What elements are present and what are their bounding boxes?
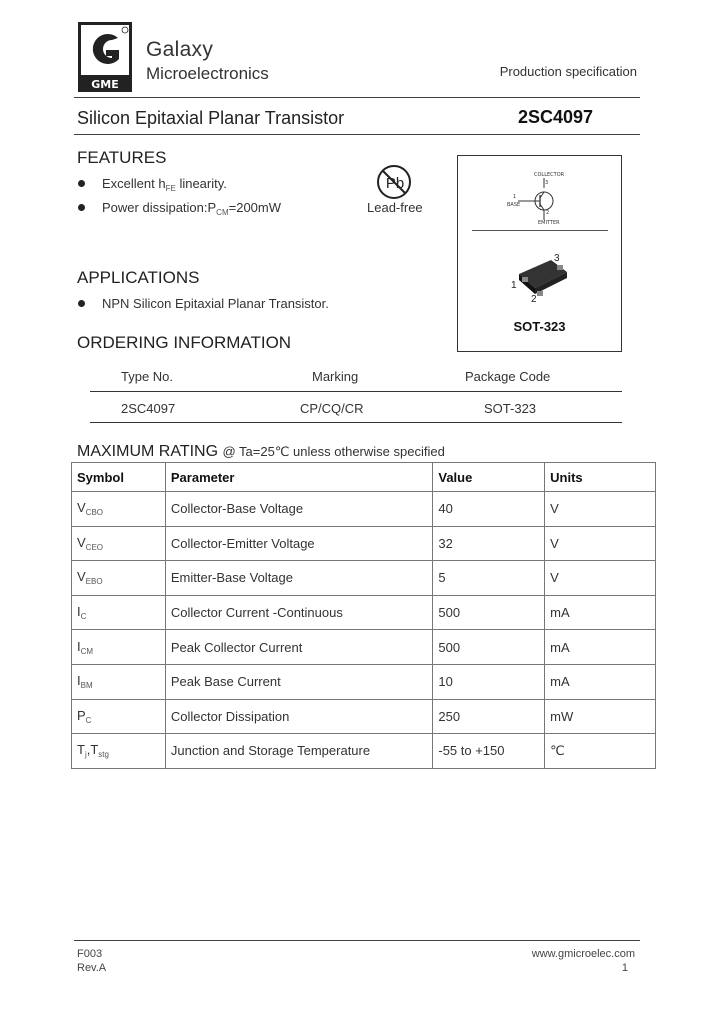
value-cell: 40: [433, 492, 545, 527]
table-row: [72, 699, 656, 734]
feature-item: Excellent $h_{FE}$ linearity.: [77, 176, 377, 194]
lead-free-icon: [376, 164, 412, 200]
title-divider: [74, 134, 640, 135]
svg-text:2: 2: [546, 210, 550, 216]
unit-cell: mA: [545, 595, 656, 630]
applications-heading: APPLICATIONS: [77, 268, 200, 287]
parameter-cell: Peak Base Current: [165, 664, 432, 699]
symbol-cell: $I_{BM}$: [72, 664, 166, 699]
bullet-icon: [78, 180, 85, 187]
brand-subtitle: Microelectronics: [146, 64, 269, 83]
package-name: SOT-323: [513, 319, 566, 334]
col-value: Value: [433, 463, 545, 492]
features-heading: FEATURES: [77, 148, 167, 167]
application-item: NPN Silicon Epitaxial Planar Transistor.: [77, 296, 407, 314]
svg-text:1: 1: [511, 280, 517, 291]
col-parameter: Parameter: [165, 463, 432, 492]
ordering-heading: ORDERING INFORMATION: [77, 333, 292, 352]
max-rating-condition: @ Ta=25℃ unless otherwise specified: [222, 444, 445, 459]
unit-cell: mA: [545, 664, 656, 699]
svg-text:COLLECTOR: COLLECTOR: [534, 172, 565, 178]
footer-form-code: F003: [77, 948, 103, 960]
value-cell: -55 to +150: [433, 734, 545, 769]
col-units: Units: [545, 463, 656, 492]
part-number: 2SC4097: [518, 107, 594, 127]
header-divider: [74, 97, 640, 98]
parameter-cell: Collector-Emitter Voltage: [165, 526, 432, 561]
table-header-row: [72, 463, 656, 492]
bullet-icon: [78, 204, 85, 211]
symbol-cell: $I_C$: [72, 595, 166, 630]
gme-logo: [78, 22, 132, 92]
value-cell: 250: [433, 699, 545, 734]
ordering-marking-value: CP/CQ/CR: [300, 401, 364, 416]
parameter-cell: Emitter-Base Voltage: [165, 561, 432, 596]
symbol-cell: $T_j,T_{stg}$: [72, 734, 166, 769]
brand-name: Galaxy: [146, 38, 214, 61]
table-row: [72, 664, 656, 699]
unit-cell: mA: [545, 630, 656, 665]
footer-website[interactable]: www.gmicroelec.com: [531, 948, 635, 960]
ordering-col-type: Type No.: [121, 369, 174, 384]
svg-text:Pb: Pb: [385, 175, 405, 192]
svg-text:3: 3: [545, 180, 549, 186]
table-row: [72, 561, 656, 596]
unit-cell: V: [545, 492, 656, 527]
value-cell: 500: [433, 595, 545, 630]
svg-text:BASE: BASE: [507, 202, 521, 208]
parameter-cell: Collector Current -Continuous: [165, 595, 432, 630]
symbol-cell: $V_{CBO}$: [72, 492, 166, 527]
svg-text:EMITTER: EMITTER: [538, 220, 560, 226]
max-rating-table: [71, 462, 656, 769]
parameter-cell: Collector-Base Voltage: [165, 492, 432, 527]
col-symbol: Symbol: [72, 463, 166, 492]
value-cell: 500: [433, 630, 545, 665]
value-cell: 10: [433, 664, 545, 699]
svg-text:1: 1: [513, 194, 517, 200]
table-row: [72, 595, 656, 630]
footer-divider: [74, 940, 640, 941]
bullet-icon: [78, 300, 85, 307]
logo-text: GME: [91, 78, 119, 91]
package-divider: [472, 230, 608, 231]
symbol-cell: $I_{CM}$: [72, 630, 166, 665]
table-row: [72, 630, 656, 665]
table-row: [72, 492, 656, 527]
parameter-cell: Collector Dissipation: [165, 699, 432, 734]
symbol-cell: $V_{CEO}$: [72, 526, 166, 561]
page-number: 1: [621, 962, 628, 974]
sot323-package-drawing: [505, 250, 575, 305]
unit-cell: mW: [545, 699, 656, 734]
max-rating-heading: MAXIMUM RATING: [77, 443, 219, 460]
svg-text:3: 3: [554, 253, 560, 264]
ordering-type-value: 2SC4097: [121, 401, 176, 416]
lead-free-label: Lead-free: [367, 200, 423, 215]
ordering-bottom-line: [90, 422, 622, 423]
feature-item: Power $dissipation:P_{CM}=200mW$: [77, 200, 377, 218]
footer-revision: Rev.A: [77, 962, 107, 974]
unit-cell: V: [545, 561, 656, 596]
symbol-cell: $V_{EBO}$: [72, 561, 166, 596]
ordering-col-package: Package Code: [465, 369, 551, 384]
max-rating-heading-row: [77, 443, 445, 461]
parameter-cell: Peak Collector Current: [165, 630, 432, 665]
ordering-header-line: [90, 391, 622, 392]
table-row: [72, 734, 656, 769]
parameter-cell: Junction and Storage Temperature: [165, 734, 432, 769]
svg-text:2: 2: [531, 294, 537, 305]
transistor-schematic: [500, 168, 580, 226]
symbol-cell: $P_C$: [72, 699, 166, 734]
value-cell: 5: [433, 561, 545, 596]
unit-cell: ℃: [545, 734, 656, 769]
unit-cell: V: [545, 526, 656, 561]
ordering-col-marking: Marking: [312, 369, 359, 384]
table-row: [72, 526, 656, 561]
doc-type: Production specification: [499, 64, 637, 79]
value-cell: 32: [433, 526, 545, 561]
ordering-package-value: SOT-323: [484, 401, 537, 416]
page-title: Silicon Epitaxial Planar Transistor: [77, 108, 345, 128]
